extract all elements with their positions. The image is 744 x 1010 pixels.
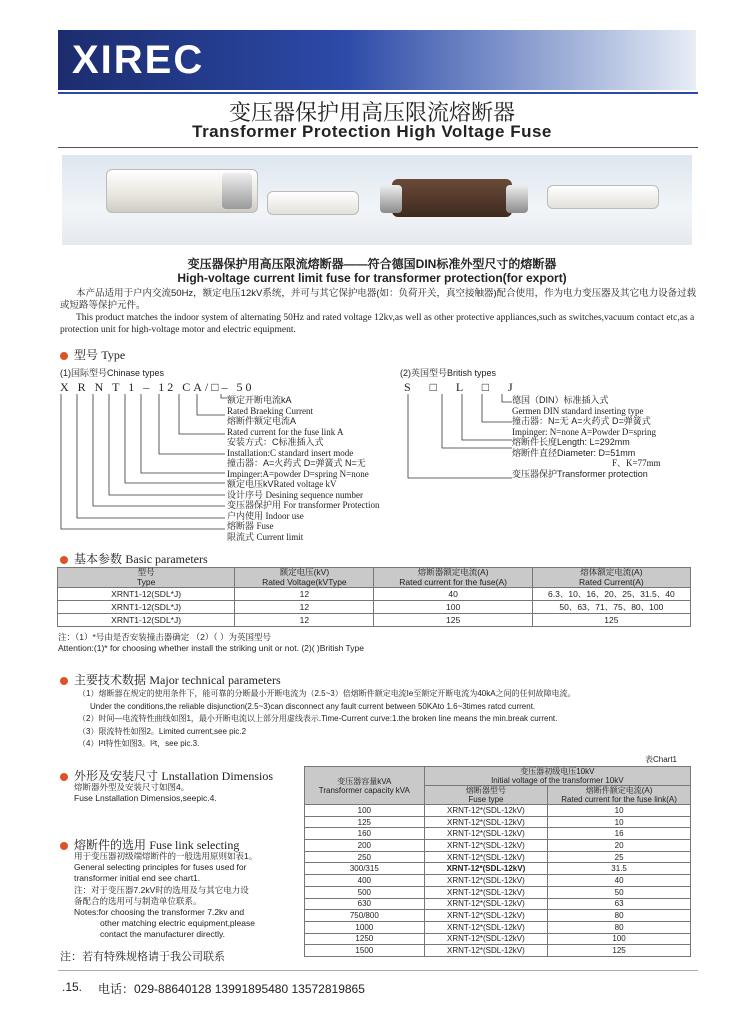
table-row: 250 XRNT-12*(SDL-12kV) 25	[305, 851, 691, 863]
selecting-line: transformer initial end see chart1.	[74, 873, 201, 884]
table-row: 100 XRNT-12*(SDL-12kV) 10	[305, 805, 691, 817]
legend-item: Impinger: N=none A=Powder D=spring	[512, 426, 656, 437]
chinese-types-label: (1)国际型号Chinase types	[60, 368, 165, 378]
technical-heading	[60, 671, 281, 688]
legend-item: Germen DIN standard inserting type	[512, 405, 644, 416]
basic-heading	[60, 550, 208, 567]
legend-item: Rated Braeking Current	[227, 405, 313, 416]
chinese-type-leader-lines	[55, 392, 235, 534]
col-type: 型号 Type	[58, 568, 235, 588]
page-title-cn: 变压器保护用高压限流熔断器	[228, 100, 515, 125]
legend-item: Rated current for the fuse link A	[227, 426, 344, 437]
installation-text	[74, 782, 299, 804]
subtitle-en: High-voltage current limit fuse for transformer protection(for export)	[177, 271, 567, 285]
contact-phone: 电话：029-88640128 13991895480 13572819865	[98, 982, 365, 996]
special-note: 注：若有特殊规格请于我公司联系	[60, 951, 225, 963]
intro-text	[60, 288, 700, 336]
type-heading	[60, 346, 125, 363]
table-row: 300/315 XRNT-12*(SDL-12kV) 31.5	[305, 863, 691, 875]
fuse-cap-1	[222, 173, 252, 209]
selecting-heading-en: Fuse link selecting	[149, 838, 240, 852]
col-fuse-type: 熔断器型号 Fuse type	[424, 786, 548, 805]
intro-cn: 本产品适用于户内交流50Hz，额定电压12kV系统，并可与其它保护电器(如：负荷开关，真空接触器)配合使用，作为电力变压器及其它电力设备过载或短路等保护元件。	[60, 288, 697, 311]
table-row: 125 XRNT-12*(SDL-12kV) 10	[305, 816, 691, 828]
legend-item: 撞击器：N=无 A=火药式 D=弹簧式	[512, 416, 651, 426]
selecting-line: 用于变压器初级端熔断件的一般选用原则如表1。	[74, 851, 258, 861]
table-row: 630 XRNT-12*(SDL-12kV) 63	[305, 898, 691, 910]
title-divider	[58, 147, 698, 148]
table-row: 200 XRNT-12*(SDL-12kV) 20	[305, 840, 691, 852]
selecting-heading-cn: 熔断件的选用	[74, 838, 147, 852]
table-row: XRNT1-12(SDL*J) 12 125 125	[58, 614, 691, 627]
legend-item: 户内使用 Indoor use	[227, 510, 304, 521]
basic-heading-en: Basic parameters	[125, 552, 208, 566]
legend-item: Installation:C standard insert mode	[227, 447, 354, 458]
bullet-icon	[60, 773, 68, 781]
table-row: 750/800 XRNT-12*(SDL-12kV) 80	[305, 910, 691, 922]
bullet-icon	[60, 352, 68, 360]
british-type-code: S □ L □ J	[404, 380, 521, 394]
chart1-table	[304, 766, 691, 957]
page-title-en: Transformer Protection High Voltage Fuse	[192, 122, 552, 141]
list-item: （4）I²t特性如图3。I²t，see pic.3.	[78, 739, 200, 748]
selecting-text	[74, 851, 309, 941]
installation-text-cn: 熔断器外型及安装尺寸如图4。	[74, 782, 190, 792]
basic-parameters-table	[57, 567, 691, 627]
page-number: .15.	[62, 980, 83, 994]
legend-item: 变压器保护用 For transformer Protection	[227, 500, 380, 510]
legend-item: F、K=77mm	[612, 458, 661, 468]
basic-note-cn: 注：（1）*号由是否安装撞击器确定 （2）（ ）为英国型号	[58, 632, 271, 642]
bullet-icon	[60, 677, 68, 685]
table-row: 1500 XRNT-12*(SDL-12kV) 125	[305, 945, 691, 957]
fuse-image-4	[547, 185, 659, 209]
col-melt-current: 熔体额定电流(A) Rated Current(A)	[532, 568, 690, 588]
fuse-cap-3	[380, 185, 402, 213]
legend-item: 熔断件额定电流A	[227, 416, 297, 426]
basic-note-en: Attention:(1)* for choosing whether install the striking unit or not. (2)( )British Type	[58, 643, 364, 653]
table-row: 400 XRNT-12*(SDL-12kV) 40	[305, 875, 691, 887]
legend-item: 熔断件长度Length: L=292mm	[512, 437, 630, 447]
legend-item: 德国（DIN）标准插入式	[512, 395, 609, 405]
col-fuse-current: 熔断器额定电流(A) Rated current for the fuse(A)	[374, 568, 532, 588]
selecting-line: General selecting principles for fuses used for	[74, 862, 247, 873]
selecting-line: Notes:for choosing the transformer 7.2kv and	[74, 907, 245, 918]
legend-item: 额定开断电流kA	[227, 395, 292, 405]
product-photo	[62, 155, 692, 245]
list-item: Under the conditions,the reliable disjunction(2.5~3)can disconnect any fault current between 50KAto 1.6~3times ratcd current.	[90, 701, 536, 711]
list-item: （1）熔断器在规定的使用条件下，能可靠的分断最小开断电流为（2.5~3）倍熔断件额定电流Ie至额定开断电流为40kA之间的任何故障电流。	[78, 689, 576, 698]
col-fuse-link-current: 熔断件额定电流(A) Rated current for the fuse link(A)	[548, 786, 691, 805]
installation-heading-en: Lnstallation Dimensios	[161, 769, 274, 783]
selecting-line: contact the manufacturer directly.	[100, 929, 226, 940]
installation-heading-cn: 外形及安装尺寸	[74, 769, 159, 783]
chart1-caption: 表Chart1	[645, 755, 678, 764]
basic-heading-cn: 基本参数	[74, 552, 123, 566]
fuse-cap-3b	[506, 185, 528, 213]
legend-item: 熔断器 Fuse	[227, 521, 274, 531]
british-types-label: (2)英国型号British types	[400, 368, 497, 378]
chinese-type-code: X R N T 1 – 12 CA/□– 50	[60, 380, 255, 394]
british-type-leader-lines	[402, 392, 514, 484]
fuse-image-2	[267, 191, 359, 215]
table-row: XRNT1-12(SDL*J) 12 40 6.3、10、16、20、25、31.5、40	[58, 588, 691, 601]
legend-item: Impinger:A=powder D=spring N=none	[227, 468, 369, 479]
legend-item: 额定电压kVRated voltage kV	[227, 479, 337, 489]
british-type-legend	[512, 395, 702, 479]
selecting-line: 注：对于变压器7.2kV时的选用及与其它电力设	[74, 884, 249, 895]
table-row: 1000 XRNT-12*(SDL-12kV) 80	[305, 921, 691, 933]
type-heading-en: Type	[101, 348, 126, 362]
legend-item: 限流式 Current limit	[227, 531, 304, 542]
legend-item: 撞击器：A=火药式 D=弹簧式 N=无	[227, 458, 366, 468]
list-item: （3）限流特性如图2。Limited current,see pic.2	[78, 726, 247, 736]
fuse-image-3	[392, 179, 512, 217]
table-row: XRNT1-12(SDL*J) 12 100 50、63、71、75、80、100	[58, 601, 691, 614]
footer-divider	[58, 970, 698, 971]
selecting-line: 备配合的选用可与制造单位联系。	[74, 895, 202, 906]
list-item: （2）时间—电流特性曲线如图1，最小开断电流以上部分用虚线表示.Time-Current curve:1.the broken line means the min.break current.	[78, 714, 558, 723]
bullet-icon	[60, 556, 68, 564]
legend-item: 设计序号 Desining sequence number	[227, 489, 364, 500]
col-group-voltage: 变压器初级电压10kV Initial voltage of the transformer 10kV	[424, 767, 690, 786]
legend-item: 熔断件直径Diameter: D=51mm	[512, 447, 636, 458]
table-header-row	[58, 568, 691, 588]
subtitle-cn: 变压器保护用高压限流熔断器——符合德国DIN标准外型尺寸的熔断器	[187, 257, 557, 271]
selecting-line: other matching electric equipment,please	[100, 918, 255, 929]
technical-heading-cn: 主要技术数据	[74, 673, 147, 687]
type-heading-cn: 型号	[74, 348, 99, 362]
installation-text-en: Fuse Lnstallation Dimensios,seepic.4.	[74, 793, 217, 803]
technical-heading-en: Major technical parameters	[149, 673, 281, 687]
intro-en: This product matches the indoor system of alternating 50Hz and rated voltage 12kv,as well as other protective appliances,such as switches,vacuum contact etc,as a protection unit for high-voltage motor and electric equipment.	[60, 313, 695, 335]
table-row: 1250 XRNT-12*(SDL-12kV) 100	[305, 933, 691, 945]
legend-item: 变压器保护Transformer protection	[512, 468, 648, 479]
basic-note	[58, 632, 698, 654]
bullet-icon	[60, 842, 68, 850]
col-capacity: 变压器容量kVA Transformer capacity kVA	[305, 767, 425, 805]
table-row: 500 XRNT-12*(SDL-12kV) 50	[305, 886, 691, 898]
table-row: 160 XRNT-12*(SDL-12kV) 16	[305, 828, 691, 840]
technical-list	[78, 688, 702, 751]
chinese-type-legend	[227, 395, 427, 542]
table-header-row	[305, 767, 691, 786]
brand-logo: XIREC	[72, 38, 205, 82]
col-rated-voltage: 额定电压(kV) Rated Voltage(kVType	[235, 568, 374, 588]
header-divider	[58, 92, 698, 94]
legend-item: 安装方式：C标准插入式	[227, 437, 324, 447]
